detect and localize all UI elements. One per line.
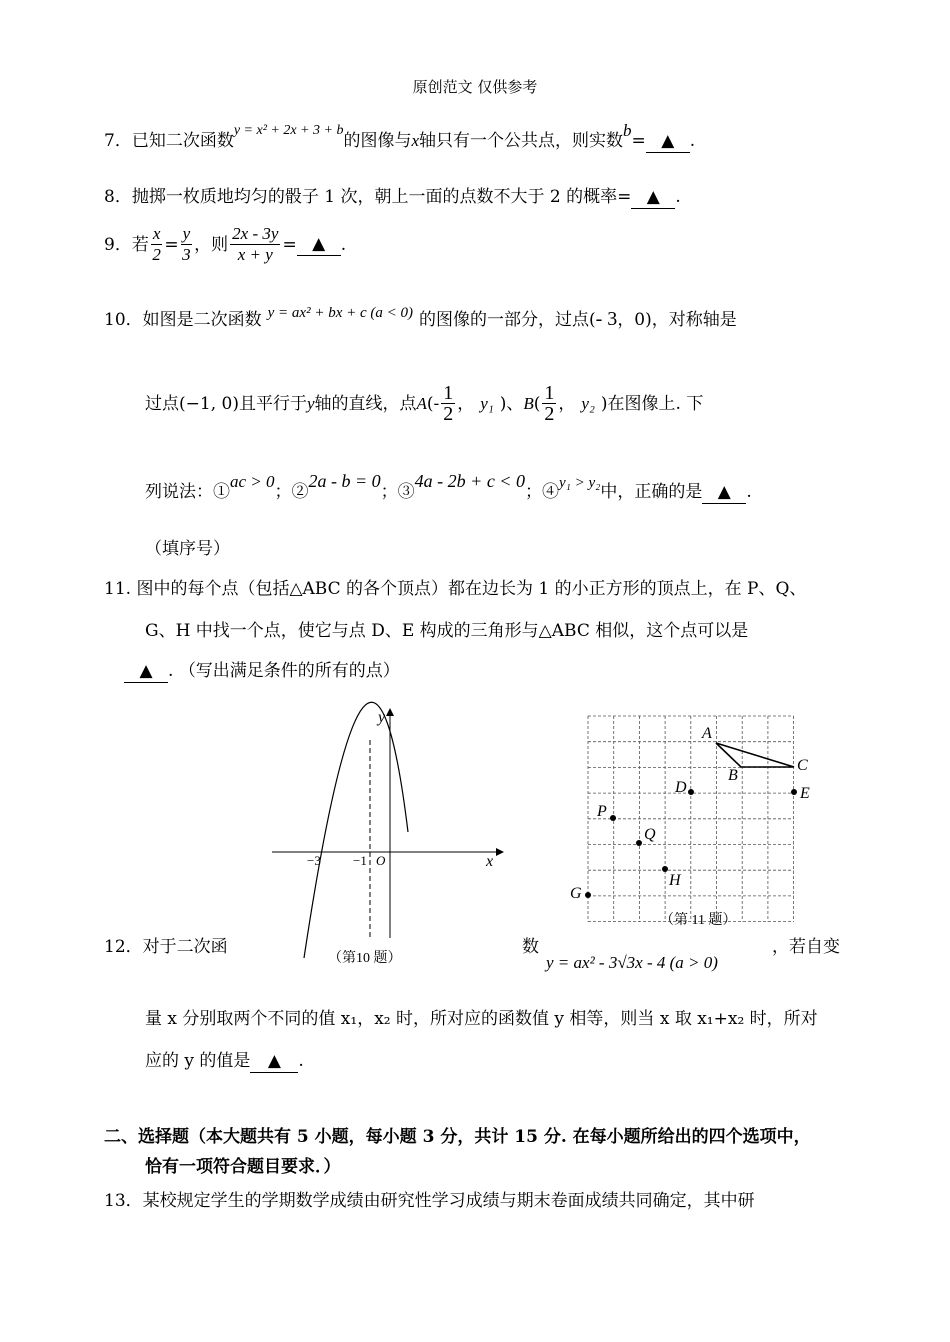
question-text: 应的 y 的值是 (145, 1051, 251, 1071)
question-10-line2: 过点(−1, 0)且平行于 y 轴的直线，点 A (- $\frac{1}{2}$ ， y₁ )、 B ( $\frac{1}{2}$ ， y₂ ) 在图像上. 下 (145, 382, 704, 425)
x-axis-label: x (486, 853, 494, 870)
y-axis-label: y (378, 709, 386, 726)
question-12-formula (546, 952, 718, 974)
section-2-heading-line2: 恰有一项符合题目要求．） (145, 1157, 341, 1177)
fraction: $\frac{1}{2}$ (443, 382, 454, 425)
point-label: A (416, 393, 427, 413)
question-13 (104, 1190, 755, 1212)
question-number: 7． (104, 131, 132, 151)
figure-11-caption: （第 11 题） (660, 913, 737, 928)
question-text: 在图像上. 下 (607, 393, 704, 414)
point-p (610, 815, 616, 821)
answer-blank: ▲ (631, 186, 675, 209)
question-12-post: ，若自变 (772, 937, 840, 957)
question-text: 中，正确的是 (600, 482, 703, 502)
question-12-line3: 应的 y 的值是 ▲ . (145, 1051, 304, 1071)
question-12-line2: 量 x 分别取两个不同的值 x₁，x₂ 时，所对应的函数值 y 相等，则当 x 取 x₁+x₂ 时，所对 (145, 1009, 818, 1029)
equals-sign: = (164, 234, 179, 255)
question-7: 7．已知二次函数$^{y = x^2 + 2x + 3 + b}$的图像与x轴只有一个公共点，则实数b= ▲ . (104, 121, 696, 151)
question-text: 的图像的一部分，过点( (419, 310, 596, 330)
question-text: 过点(−1, 0)且平行于 (145, 393, 307, 414)
question-12-continued (522, 936, 539, 958)
fraction: $\frac{1}{2}$ (544, 382, 555, 425)
math-symbol: (- (426, 393, 440, 414)
fraction: $\frac{x}{2}$ (152, 224, 161, 264)
point-d (688, 789, 694, 795)
origin-label: O (376, 853, 386, 868)
statement-1: ac > 0 (230, 472, 275, 491)
question-text: ；③ (380, 482, 415, 502)
question-text: ；④ (524, 482, 559, 502)
figure-10-caption: （第10 题） (328, 951, 402, 966)
point-h (662, 866, 668, 872)
variable: y₂ (581, 393, 595, 413)
question-text: 轴的直线，点 (314, 393, 417, 414)
label-p: P (597, 803, 607, 820)
question-text: 的图像与 (343, 131, 412, 151)
question-number: 11. (104, 579, 132, 599)
label-b: B (728, 767, 738, 784)
point-value: - 3 (595, 308, 618, 330)
grid-lines (588, 716, 794, 922)
variable: y₁ (480, 393, 494, 413)
question-text: ；② (274, 482, 309, 502)
question-text: 如图是二次函数 (142, 310, 262, 330)
label-d: D (675, 779, 687, 796)
question-text: 抛掷一枚质地均匀的骰子 1 次，朝上一面的点数不大于 2 的概率= (131, 187, 632, 207)
question-text: 图中的每个点（包括△ABC 的各个顶点）都在边长为 1 的小正方形的顶点上，在 P、Q、 (136, 579, 807, 599)
answer-blank: ▲ (702, 481, 746, 504)
variable: y (306, 393, 315, 413)
question-12 (104, 936, 228, 958)
formula: y = x² + 2x + 3 + b (233, 123, 344, 138)
label-q: Q (644, 826, 656, 843)
question-text: 某校规定学生的学期数学成绩由研究性学习成绩与期末卷面成绩共同确定，其中研 (142, 1191, 755, 1211)
question-10-note: （填序号） (145, 539, 230, 559)
tick-label-minus1: −1 (353, 853, 367, 868)
parabola-curve (304, 702, 408, 958)
section-2-heading: 二、选择题（本大题共有 5 小题，每小题 3 分，共计 15 分. 在每小题所给出的四个选项中， (104, 1127, 811, 1147)
point-g (585, 892, 591, 898)
question-text: 若 (131, 234, 149, 255)
fraction: $\frac{y}{3}$ (182, 224, 191, 264)
figure-11-grid (560, 700, 830, 935)
question-9: 9． 若 $\frac{x}{2}$ = $\frac{y}{3}$ ，则 $\frac{2x - 3y}{x + y}$ = ▲ . (104, 224, 347, 264)
label-a: A (702, 725, 712, 742)
question-number: 10． (104, 310, 143, 330)
formula: y = ax² + bx + c (a < 0) (267, 305, 413, 321)
variable: x (411, 131, 420, 150)
question-text: （写出满足条件的所有的点） (178, 661, 400, 681)
variable: b (623, 121, 632, 140)
question-text: ，0)，对称轴是 (617, 310, 737, 330)
question-text: 轴只有一个公共点，则实数 (419, 131, 624, 151)
question-number: 13． (104, 1191, 143, 1211)
point-q (636, 840, 642, 846)
question-text: 对于二次函 (142, 937, 228, 957)
statement-4: y₁ > y₂ (558, 475, 601, 491)
answer-blank: ▲ (250, 1050, 298, 1073)
page-header: 原创范文 仅供参考 (412, 78, 538, 96)
question-text: 已知二次函数 (131, 131, 234, 151)
question-11 (104, 578, 806, 600)
question-number: 12． (104, 937, 143, 957)
question-text: ，则 (194, 234, 229, 255)
equals-sign: = (282, 234, 297, 255)
fraction: $\frac{2x - 3y}{x + y}$ (232, 224, 279, 264)
label-c: C (797, 757, 808, 774)
answer-blank: ▲ (646, 130, 690, 153)
equals-sign: = (631, 131, 646, 151)
question-11-line2: G、H 中找一个点，使它与点 D、E 构成的三角形与△ABC 相似，这个点可以是 (145, 621, 749, 641)
answer-blank: ▲ (124, 660, 168, 683)
question-number: 9． (104, 234, 132, 255)
triangle-abc (716, 743, 794, 767)
question-text: 列说法：① (145, 482, 230, 502)
question-10 (104, 305, 737, 332)
label-h: H (669, 872, 681, 889)
question-number: 8． (104, 187, 132, 207)
point-label: B (523, 393, 534, 413)
formula: y = ax² - 3√3x - 4 (a > 0) (546, 953, 718, 972)
question-text: 数 (522, 937, 539, 957)
answer-blank: ▲ (297, 233, 341, 256)
question-11-line3: ▲ . （写出满足条件的所有的点） (124, 660, 400, 683)
question-8: 8．抛掷一枚质地均匀的骰子 1 次，朝上一面的点数不大于 2 的概率= ▲ . (104, 187, 681, 207)
question-10-line3: 列说法：①ac > 0；②2a - b = 0；③4a - 2b + c < 0；④y₁ > y₂中，正确的是 ▲ . (145, 471, 752, 502)
label-g: G (570, 885, 582, 902)
point-e (791, 789, 797, 795)
statement-3: 4a - 2b + c < 0 (414, 471, 525, 491)
label-e: E (800, 785, 810, 802)
tick-label-minus3: −3 (307, 853, 321, 868)
figure-10-parabola (262, 700, 512, 970)
statement-2: 2a - b = 0 (308, 471, 381, 491)
